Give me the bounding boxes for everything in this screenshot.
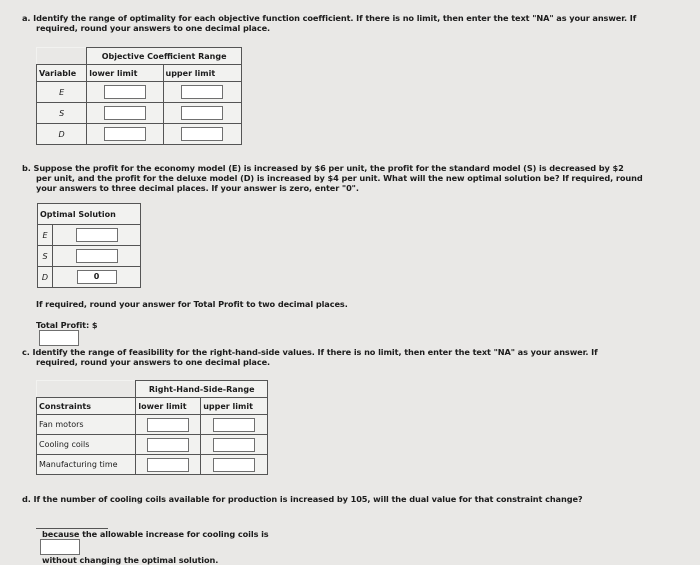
table-row — [37, 124, 242, 145]
d-lower-input[interactable] — [104, 127, 146, 141]
table-row — [37, 103, 242, 124]
s-lower-input[interactable] — [104, 106, 146, 120]
e-solution-input[interactable] — [76, 228, 118, 242]
part-b-question — [22, 163, 643, 193]
part-b-line1: b. Suppose the profit for the economy model (E) is increased by $6 per unit, the profit for the standard model (S) is decreased by $2 — [22, 163, 624, 173]
part-a-line2: required, round your answers to one decimal place. — [36, 23, 271, 33]
row-label-manufacturing-time: Manufacturing time — [37, 455, 136, 475]
rhs-range-table — [36, 380, 268, 475]
table-row — [37, 455, 268, 475]
fan-motors-upper-input[interactable] — [213, 418, 255, 432]
fan-motors-lower-input[interactable] — [147, 418, 189, 432]
table-row — [38, 267, 141, 288]
col-upper-limit: upper limit — [163, 65, 242, 82]
e-upper-input[interactable] — [181, 85, 223, 99]
part-b-line3: your answers to three decimal places. If your answer is zero, enter "0". — [36, 183, 359, 193]
total-profit-row — [36, 320, 97, 346]
part-a-question — [22, 13, 636, 33]
d-solution-input[interactable]: 0 — [77, 270, 117, 284]
part-d-answer-row — [36, 516, 269, 565]
col-upper-limit: upper limit — [201, 398, 268, 415]
total-profit-note: If required, round your answer for Total Profit to two decimal places. — [36, 299, 348, 309]
dual-value-change-select[interactable] — [36, 516, 108, 529]
row-label-d: D — [37, 124, 87, 145]
row-label-e: E — [37, 82, 87, 103]
col-variable: Variable — [37, 65, 87, 82]
col-lower-limit: lower limit — [136, 398, 201, 415]
s-upper-input[interactable] — [181, 106, 223, 120]
row-label-e: E — [38, 225, 53, 246]
part-b-line2: per unit, and the profit for the deluxe model (D) is increased by $4 per unit. What will the new optimal solution be? If required, round — [36, 173, 643, 183]
manufacturing-time-upper-input[interactable] — [213, 458, 255, 472]
part-c-line1: c. Identify the range of feasibility for the right-hand-side values. If there is no limit, then enter the text "NA" as your answer. If — [22, 347, 598, 357]
objective-coefficient-range-table — [36, 47, 242, 145]
col-lower-limit: lower limit — [87, 65, 163, 82]
part-c-line2: required, round your answers to one decimal place. — [36, 357, 271, 367]
total-profit-label: Total Profit: $ — [36, 320, 98, 330]
cooling-coils-lower-input[interactable] — [147, 438, 189, 452]
table-row — [37, 435, 268, 455]
table-title: Objective Coefficient Range — [87, 48, 242, 65]
table-row — [37, 82, 242, 103]
s-solution-input[interactable] — [76, 249, 118, 263]
row-label-s: S — [38, 246, 53, 267]
table-title: Right-Hand-Side-Range — [136, 381, 268, 398]
part-c-question — [22, 347, 598, 367]
e-lower-input[interactable] — [104, 85, 146, 99]
because-text: because the allowable increase for cooling coils is — [42, 529, 269, 539]
without-text: without changing the optimal solution. — [42, 555, 219, 565]
total-profit-input[interactable] — [39, 330, 79, 346]
optimal-solution-table — [37, 203, 141, 288]
table-title: Optimal Solution — [38, 204, 141, 225]
table-row — [38, 246, 141, 267]
cooling-coils-upper-input[interactable] — [213, 438, 255, 452]
row-label-d: D — [38, 267, 53, 288]
part-d-question: d. If the number of cooling coils available for production is increased by 105, will the dual value for that constraint change? — [22, 494, 583, 504]
row-label-cooling-coils: Cooling coils — [37, 435, 136, 455]
d-upper-input[interactable] — [181, 127, 223, 141]
table-row — [37, 415, 268, 435]
col-constraints: Constraints — [37, 398, 136, 415]
row-label-fan-motors: Fan motors — [37, 415, 136, 435]
part-a-line1: a. Identify the range of optimality for each objective function coefficient. If there is no limit, then enter the text "NA" as your answer. If — [22, 13, 637, 23]
manufacturing-time-lower-input[interactable] — [147, 458, 189, 472]
allowable-increase-input[interactable] — [40, 539, 80, 555]
row-label-s: S — [37, 103, 87, 124]
table-row — [38, 225, 141, 246]
